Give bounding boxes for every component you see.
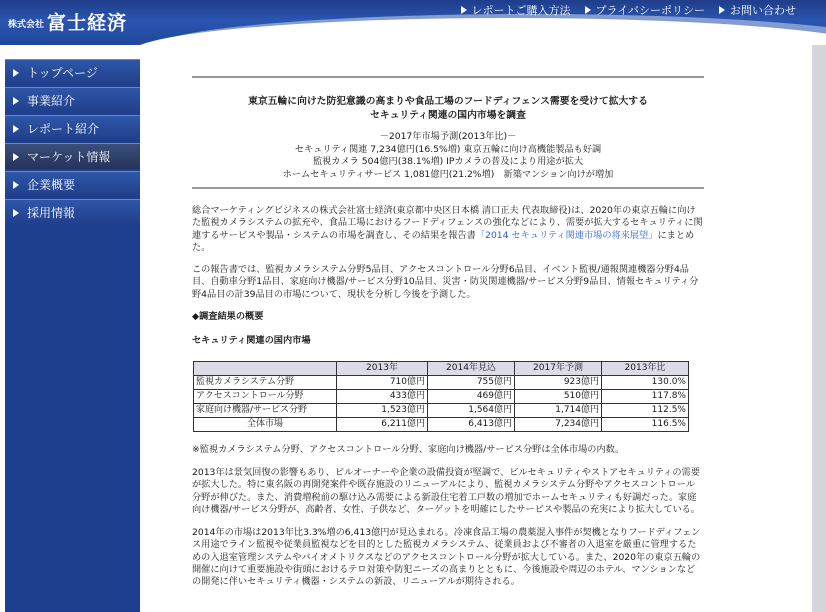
table-cell-label: 監視カメラシステム分野	[194, 375, 337, 389]
table-note: ※監視カメラシステム分野、アクセスコントロール分野、家庭向け機器/サービス分野は全体市場の内数。	[192, 443, 625, 455]
sidebar-item-company[interactable]	[5, 171, 140, 197]
table-cell: 6,413億円	[428, 417, 515, 431]
table-cell: 112.5%	[602, 403, 689, 417]
top-navigation	[461, 2, 796, 18]
table-total-row	[194, 417, 689, 431]
summary-line: ホームセキュリティサービス 1,081億円(21.2%増) 新築マンション向けが増加	[282, 168, 614, 180]
report-scope-paragraph: この報告書では、監視カメラシステム分野5品目、アクセスコントロール分野6品目、イベント監視/通報関連機器分野4品目、自動車分野1品目、家庭向け機器/サービス分野10品目、災害・防災関連機器/サービス分野9品目、情報セキュリティ分野4品目の計39品目の市場について、現状を分析し今後を予測した。	[192, 264, 699, 300]
page-edge-shadow	[812, 45, 826, 612]
sidebar-item-market-info[interactable]	[5, 143, 140, 169]
site-header	[0, 0, 826, 45]
arrow-right-icon	[13, 69, 19, 77]
report-link[interactable]: 「2014 セキュリティ関連市場の将来展望」	[475, 229, 658, 241]
table-cell: 7,234億円	[515, 417, 602, 431]
table-cell: 755億円	[428, 375, 515, 389]
table-cell: 1,523億円	[337, 403, 428, 417]
table-cell: 469億円	[428, 389, 515, 403]
article-title-line-1: 東京五輪に向けた防犯意識の高まりや食品工場のフードディフェンス需要を受けて拡大する	[248, 96, 648, 107]
summary-line: 監視カメラ 504億円(38.1%増) IPカメラの普及により用途が拡大	[312, 156, 584, 167]
table-cell: 116.5%	[602, 417, 689, 431]
table-cell: 510億円	[515, 389, 602, 403]
sidebar-item-label: 採用情報	[27, 206, 76, 220]
table-cell: 710億円	[337, 375, 428, 389]
subsection-heading: セキュリティ関連の国内市場	[192, 335, 311, 347]
table-cell: 130.0%	[602, 375, 689, 389]
company-logo[interactable]	[8, 8, 127, 35]
arrow-right-icon	[719, 6, 725, 14]
arrow-right-icon	[13, 181, 19, 189]
sidebar-item-label: 事業紹介	[27, 94, 76, 108]
nav-contact-link[interactable]	[719, 2, 796, 18]
sidebar-item-label: トップページ	[27, 66, 98, 80]
table-cell: 433億円	[337, 389, 428, 403]
arrow-right-icon	[13, 97, 19, 105]
article-content	[192, 76, 704, 589]
table-cell-label: アクセスコントロール分野	[194, 389, 337, 403]
table-cell-label: 家庭向け機器/サービス分野	[194, 403, 337, 417]
analysis-paragraph-2014: 2014年の市場は2013年比3.3%増の6,413億円が見込まれる。冷凍食品工場の農薬混入事件が契機となりフードディフェンス用途でライン監視や従業員監視などを目的とした監視カメラシステム、従業員および不審者の入退室を厳重に管理するための入退室管理システムやバイオメトリクスなどのアクセスコントロール分野が拡大している。また、2020年の東京五輪の開催に向けて重要施設や街頭におけるテロ対策や防犯ニーズの高まりとともに、今後施設や周辺のホテル、マンションなどの開発に伴いセキュリティ機器・システムの新設、リニューアルが期待される。	[192, 527, 701, 588]
table-header-cell: 2013年	[337, 361, 428, 375]
arrow-right-icon	[13, 153, 19, 161]
table-header-cell: 2017年予測	[515, 361, 602, 375]
nav-purchase-link[interactable]	[461, 2, 571, 18]
summary-line: －2017年市場予測(2013年比)－	[379, 131, 517, 142]
table-header-cell: 2013年比	[602, 361, 689, 375]
arrow-right-icon	[13, 125, 19, 133]
logo-prefix: 株式会社	[8, 20, 45, 30]
table-header-cell	[194, 361, 337, 375]
table-cell: 1,564億円	[428, 403, 515, 417]
table-header-row	[194, 361, 689, 375]
arrow-right-icon	[585, 6, 591, 14]
table-header-cell: 2014年見込	[428, 361, 515, 375]
market-size-table	[193, 361, 689, 432]
section-heading: ◆調査結果の概要	[192, 311, 264, 323]
forecast-summary	[192, 131, 704, 181]
sidebar-item-label: マーケット情報	[27, 150, 111, 164]
nav-purchase-label: レポートご購入方法	[471, 4, 571, 17]
table-row	[194, 389, 689, 403]
intro-text: 総合マーケティングビジネスの株式会社富士経済(東京都中央区日本橋 清口正夫 代表取締役)は、2020年の東京五輪に向けた監視カメラシステムの拡充や、食品工場におけるフードディフェンスの強化などにより、需要が拡大するセキュリティに関連するサービスや製品・システムの市場を調査し、その結果を報告書	[192, 205, 703, 241]
intro-paragraph	[192, 205, 704, 254]
nav-contact-label: お問い合わせ	[730, 4, 796, 17]
table-cell: 6,211億円	[337, 417, 428, 431]
logo-name: 富士経済	[47, 12, 128, 34]
arrow-right-icon	[13, 209, 19, 217]
intro-tail: にまとめた。	[192, 229, 695, 253]
divider	[192, 187, 704, 189]
analysis-paragraph-2013: 2013年は景気回復の影響もあり、ビルオーナーや企業の設備投資が堅調で、ビルセキュリティやストアセキュリティの需要が拡大した。特に東名阪の再開発案件や既存施設のリニューアルにより、監視カメラシステム分野やアクセスコントロール分野が伸びた。また、消費増税前の駆け込み需要による新設住宅着工戸数の増加でホームセキュリティも好調だった。家庭向け機器/サービス分野が、高齢者、女性、子供など、ターゲットを明確にしたサービスや製品の充実により拡大している。	[192, 466, 701, 515]
article-title-line-2: セキュリティ関連の国内市場を調査	[370, 110, 526, 121]
sidebar-nav	[5, 59, 140, 612]
table-cell-label: 全体市場	[194, 417, 337, 431]
table-cell: 117.8%	[602, 389, 689, 403]
sidebar-item-top[interactable]	[5, 59, 140, 85]
sidebar-item-recruit[interactable]	[5, 199, 140, 225]
sidebar-item-reports[interactable]	[5, 115, 140, 141]
sidebar-item-label: 企業概要	[27, 178, 76, 192]
nav-privacy-label: プライバシーポリシー	[595, 4, 705, 17]
arrow-right-icon	[461, 6, 467, 14]
sidebar-item-business[interactable]	[5, 87, 140, 113]
table-cell: 923億円	[515, 375, 602, 389]
table-row	[194, 375, 689, 389]
nav-privacy-link[interactable]	[585, 2, 705, 18]
article-title	[192, 95, 704, 123]
divider	[192, 76, 704, 78]
table-cell: 1,714億円	[515, 403, 602, 417]
summary-line: セキュリティ関連 7,234億円(16.5%増) 東京五輪に向け高機能製品も好調	[294, 143, 602, 155]
sidebar-item-label: レポート紹介	[27, 122, 100, 136]
table-row	[194, 403, 689, 417]
